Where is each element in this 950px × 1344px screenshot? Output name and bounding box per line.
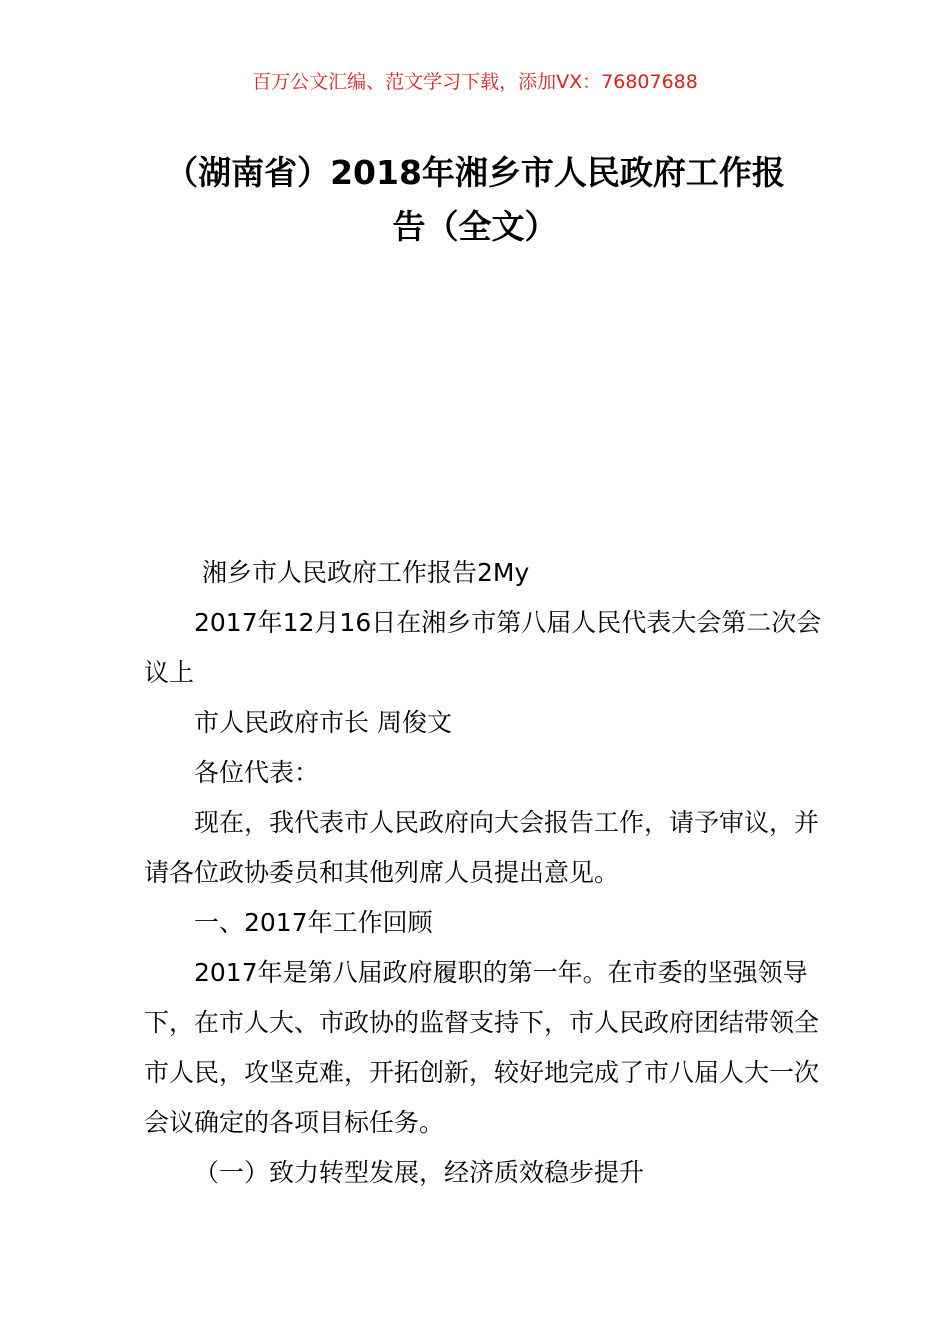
header-note: 百万公文汇编、范文学习下载，添加VX：76807688 (252, 71, 698, 93)
document-title (140, 146, 810, 254)
speaker-line: 市人民政府市长 周俊文 (194, 708, 452, 737)
review-paragraph: 2017年是第八届政府履职的第一年。在市委的坚强领导下，在市人大、市政协的监督支持下，市人民政府团结带领全市人民，攻坚克难，开拓创新，较好地完成了市八届人大一次会议确定的各项目标任务。 (144, 958, 820, 1137)
report-subtitle: 湘乡市人民政府工作报告2My (202, 558, 530, 587)
document-body (144, 548, 824, 1198)
salutation: 各位代表： (194, 758, 320, 787)
title-line-1: （湖南省）2018年湘乡市人民政府工作报 (165, 153, 785, 192)
title-line-2: 告（全文） (392, 207, 558, 246)
meeting-info: 2017年12月16日在湘乡市第八届人民代表大会第二次会议上 (144, 608, 822, 687)
subsection-heading-1: （一）致力转型发展，经济质效稳步提升 (194, 1158, 645, 1187)
section-heading-1: 一、2017年工作回顾 (194, 908, 433, 937)
intro-paragraph: 现在，我代表市人民政府向大会报告工作，请予审议，并请各位政协委员和其他列席人员提出意见。 (144, 808, 820, 887)
